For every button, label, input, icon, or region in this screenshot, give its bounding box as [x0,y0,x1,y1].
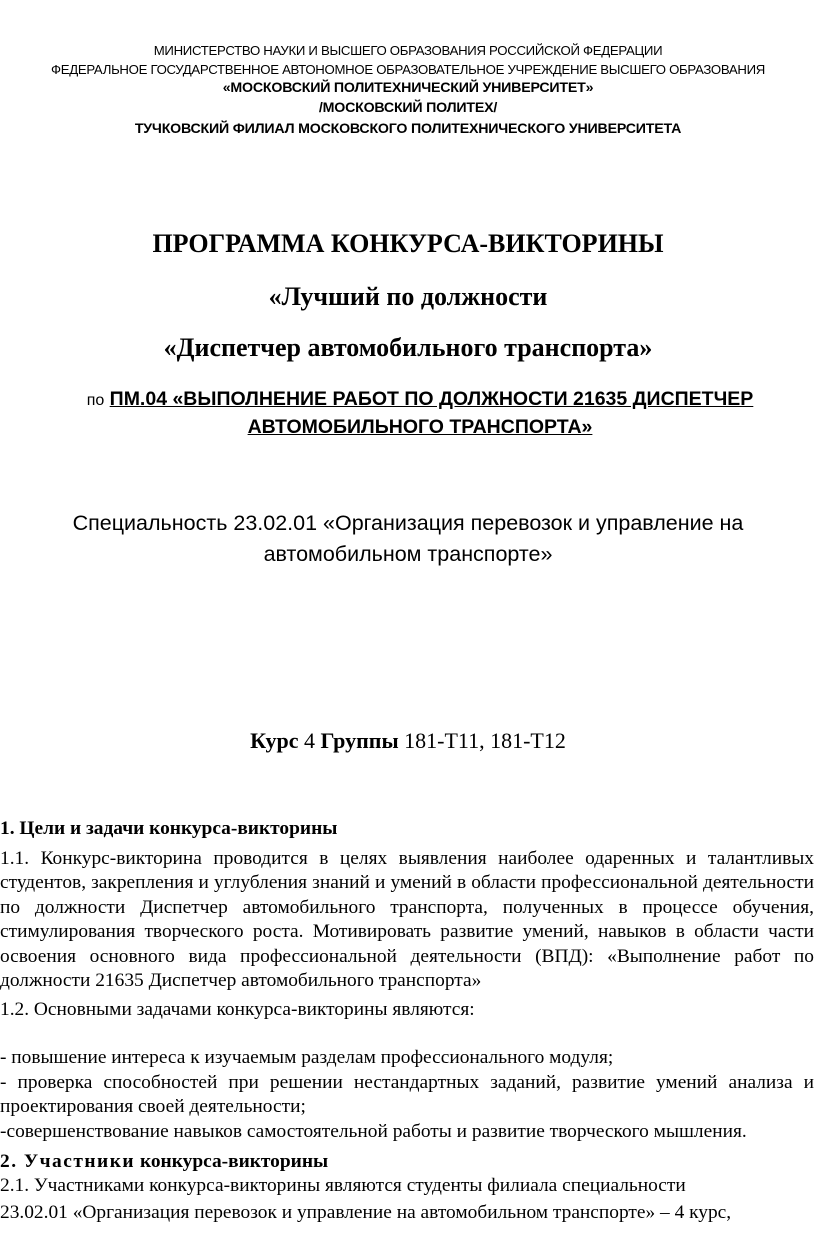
university-line: «МОСКОВСКИЙ ПОЛИТЕХНИЧЕСКИЙ УНИВЕРСИТЕТ» [222,80,594,96]
ministry-line: МИНИСТЕРСТВО НАУКИ И ВЫСШЕГО ОБРАЗОВАНИЯ РОССИЙСКОЙ ФЕДЕРАЦИИ [153,43,663,58]
course-value: 4 [304,728,316,753]
specialty-line-1: Специальность 23.02.01 «Организация перевозок и управление на [72,511,744,535]
title-subline-2: «Диспетчер автомобильного транспорта» [163,333,653,362]
course-label: Курс [250,728,299,753]
module-prefix: по [86,392,105,409]
module-title [40,386,800,440]
branch-line: ТУЧКОВСКИЙ ФИЛИАЛ МОСКОВСКОГО ПОЛИТЕХНИЧЕСКОГО УНИВЕРСИТЕТА [134,121,682,137]
course-groups [0,728,816,754]
section-1-1-paragraph: 1.1. Конкурс-викторина проводится в целях выявления наиболее одаренных и талантливых студентов, закрепления и углубления знаний и умений в области профессиональной деятельности по должности Диспетчер автомобильного транспорта, полученных в процессе обучения, стимулирования творческого роста. Мотивировать развитие умений, навыков в области части освоения основного вида профессиональной деятельности (ВПД): «Выполнение работ по должности 21635 Диспетчер автомобильного транспорта» [0,848,814,992]
section-2-1-line-2: 23.02.01 «Организация перевозок и управление на автомобильном транспорте» – 4 курс, [0,1202,732,1223]
section-2-heading-num: 2. Участники [0,1151,136,1172]
section-2-1-line-1: 2.1. Участниками конкурса-викторины являются студенты филиала специальности [0,1175,686,1196]
task-item-1: - повышение интереса к изучаемым разделам профессионального модуля; [0,1047,614,1068]
university-short-line: /МОСКОВСКИЙ ПОЛИТЕХ/ [318,100,498,116]
institution-line: ФЕДЕРАЛЬНОЕ ГОСУДАРСТВЕННОЕ АВТОНОМНОЕ ОБРАЗОВАТЕЛЬНОЕ УЧРЕЖДЕНИЕ ВЫСШЕГО ОБРАЗОВАНИЯ [50,62,766,77]
specialty-line-2: автомобильном транспорте» [263,542,553,566]
section-2-heading [0,1150,816,1174]
section-1-heading-text: 1. Цели и задачи конкурса-викторины [0,818,338,839]
section-2-heading-rest: конкурса-викторины [139,1151,329,1172]
module-line-2: АВТОМОБИЛЬНОГО ТРАНСПОРТА» [247,416,593,438]
task-item-2: - проверка способностей при решении нестандартных заданий, развитие умений анализа и проектирования своей деятельности; [0,1072,814,1118]
title-subline-1: «Лучший по должности [268,282,548,311]
groups-value: 181-Т11, 181-Т12 [404,728,566,753]
section-1-heading [0,817,816,841]
module-line-1: ПМ.04 «ВЫПОЛНЕНИЕ РАБОТ ПО ДОЛЖНОСТИ 21635 ДИСПЕТЧЕР [109,388,754,410]
groups-label: Группы [320,728,399,753]
document-title: ПРОГРАММА КОНКУРСА-ВИКТОРИНЫ [152,229,664,258]
task-item-3: -совершенствование навыков самостоятельной работы и развитие творческого мышления. [0,1121,747,1142]
section-1-2-paragraph: 1.2. Основными задачами конкурса-викторины являются: [0,999,475,1020]
